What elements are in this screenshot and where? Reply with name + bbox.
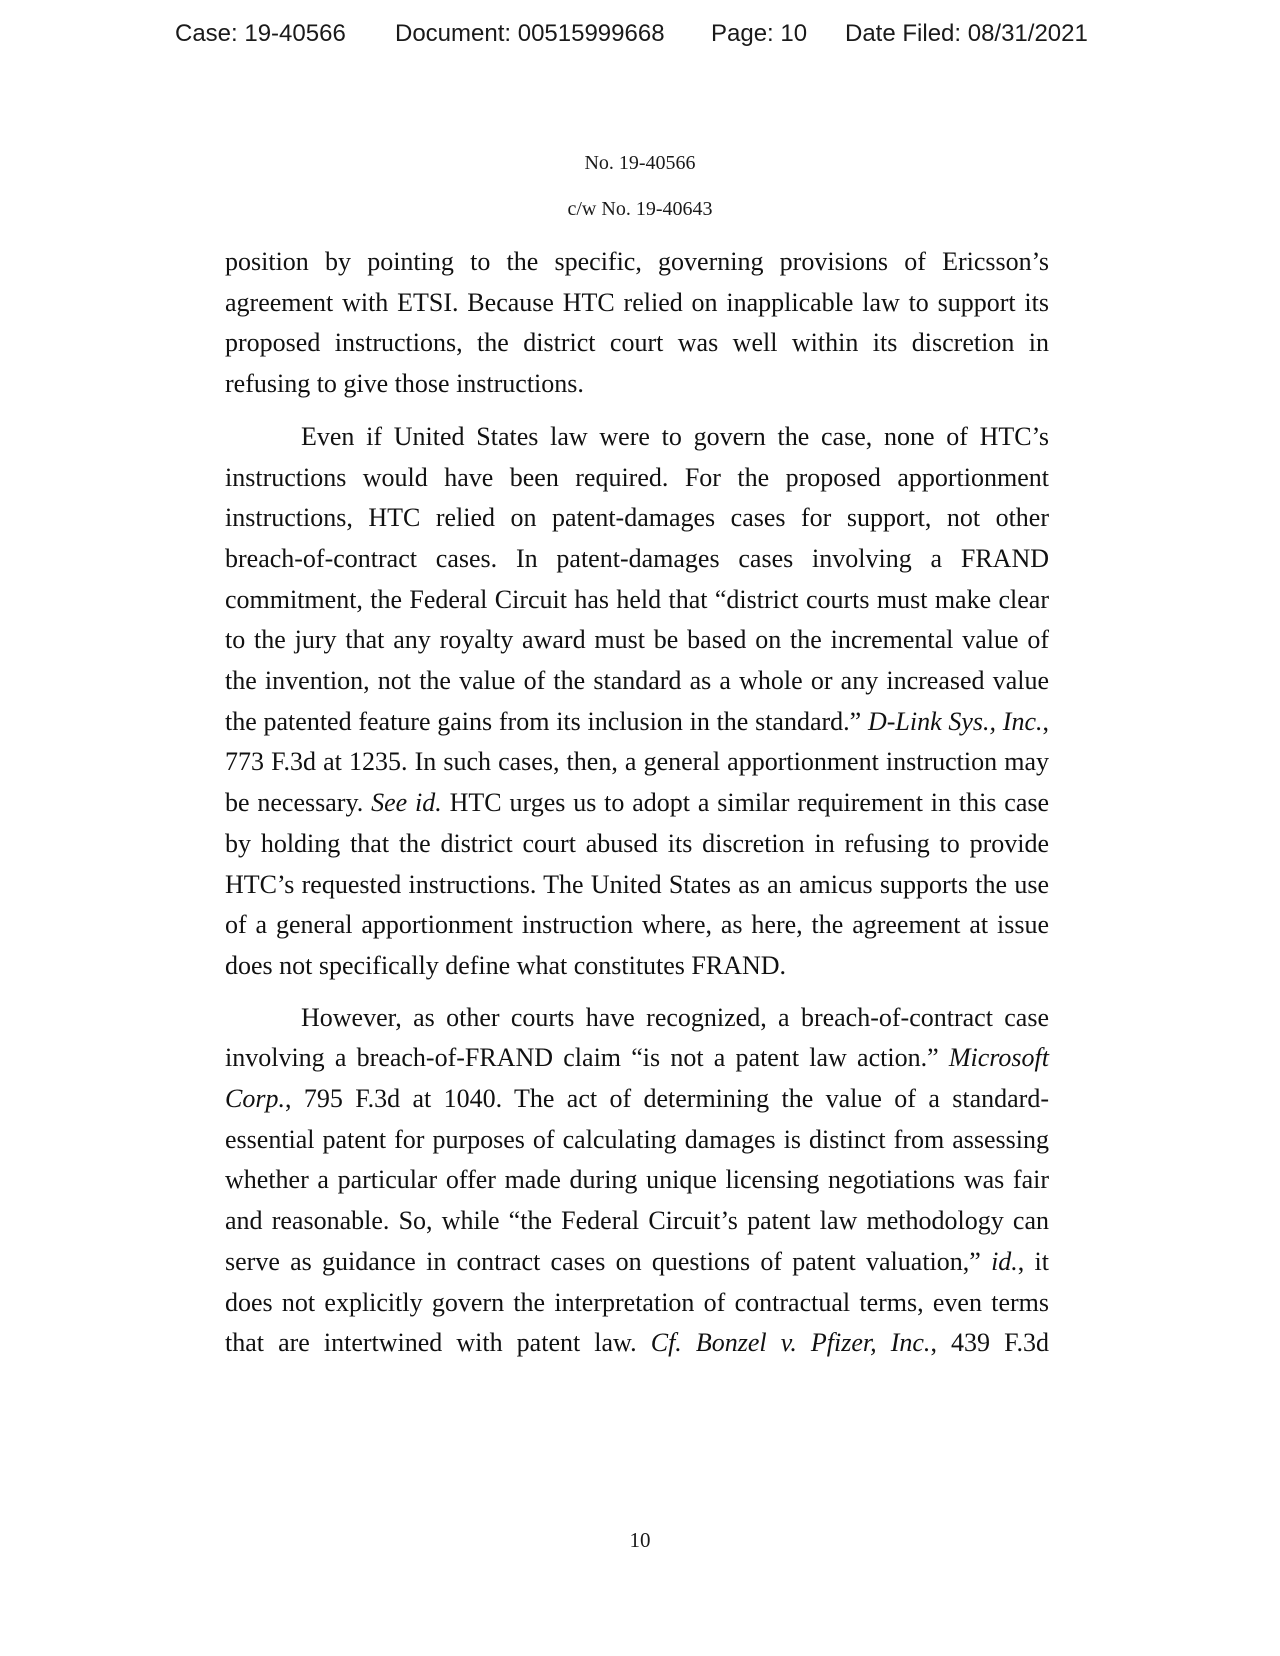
docket-number: No. 19-40566 xyxy=(584,152,696,174)
paragraph-text: , 439 F.3d xyxy=(930,1328,1049,1358)
paragraph-text: , 773 F.3d at 1235. In such cases, then, a general apportionment instruction may be necessary. xyxy=(225,706,1049,818)
opinion-body xyxy=(225,242,1049,1375)
paragraph-text: , it does not explicitly govern the interpretation of contractual terms, even terms that are intertwined with patent law. xyxy=(225,1246,1049,1358)
document-number: Document: 00515999668 xyxy=(395,20,665,47)
consolidated-docket-number: c/w No. 19-40643 xyxy=(567,198,713,220)
paragraph-text: However, as other courts have recognized, a breach-of-contract case involving a breach-of-FRAND claim “is not a patent law action.” xyxy=(225,1002,1049,1073)
court-filing-header xyxy=(0,20,1280,60)
paragraph-text: , 795 F.3d at 1040. The act of determining the value of a standard-essential patent for purposes of calculating damages is distinct from assessing whether a particular offer made during unique licensing negotiations was fair and reasonable. So, while “the Federal Circuit’s patent law methodology can serve as guidance in contract cases on questions of patent valuation,” xyxy=(225,1084,1049,1276)
paragraph xyxy=(225,417,1049,987)
date-filed: Date Filed: 08/31/2021 xyxy=(845,20,1088,47)
case-number: Case: 19-40566 xyxy=(175,20,346,47)
paragraph-continued xyxy=(225,242,1049,405)
paragraph xyxy=(225,998,1049,1364)
id-citation: id. xyxy=(991,1246,1018,1276)
case-citation: Cf. Bonzel v. Pfizer, Inc. xyxy=(650,1328,931,1358)
case-citation: Microsoft Corp. xyxy=(225,1043,1049,1114)
page-number: 10 xyxy=(629,1528,651,1552)
signal-citation: See id. xyxy=(371,788,442,818)
paragraph-text: HTC urges us to adopt a similar requirement in this case by holding that the district court abused its discretion in refusing to provide HTC’s requested instructions. The United States as an amicus supports the use of a general apportionment instruction where, as here, the agreement at issue does not specifically define what constitutes FRAND. xyxy=(225,788,1050,980)
paragraph-text: Even if United States law were to govern the case, none of HTC’s instructions would have been required. For the proposed apportionment instructions, HTC relied on patent-damages cases for support, not other breach-of-contract cases. In patent-damages cases involving a FRAND commitment, the Federal Circuit has held that “district courts must make clear to the jury that any royalty award must be based on the incremental value of the invention, not the value of the standard as a whole or any increased value the patented feature gains from its inclusion in the standard.” xyxy=(225,421,1049,736)
paragraph-text: position by pointing to the specific, governing provisions of Ericsson’s agreement with ETSI. Because HTC relied on inapplicable law to support its proposed instructions, the district court was well within its discretion in refusing to give those instructions. xyxy=(225,247,1049,399)
case-citation: D-Link Sys., Inc. xyxy=(867,706,1043,736)
page-label: Page: 10 xyxy=(711,20,808,47)
